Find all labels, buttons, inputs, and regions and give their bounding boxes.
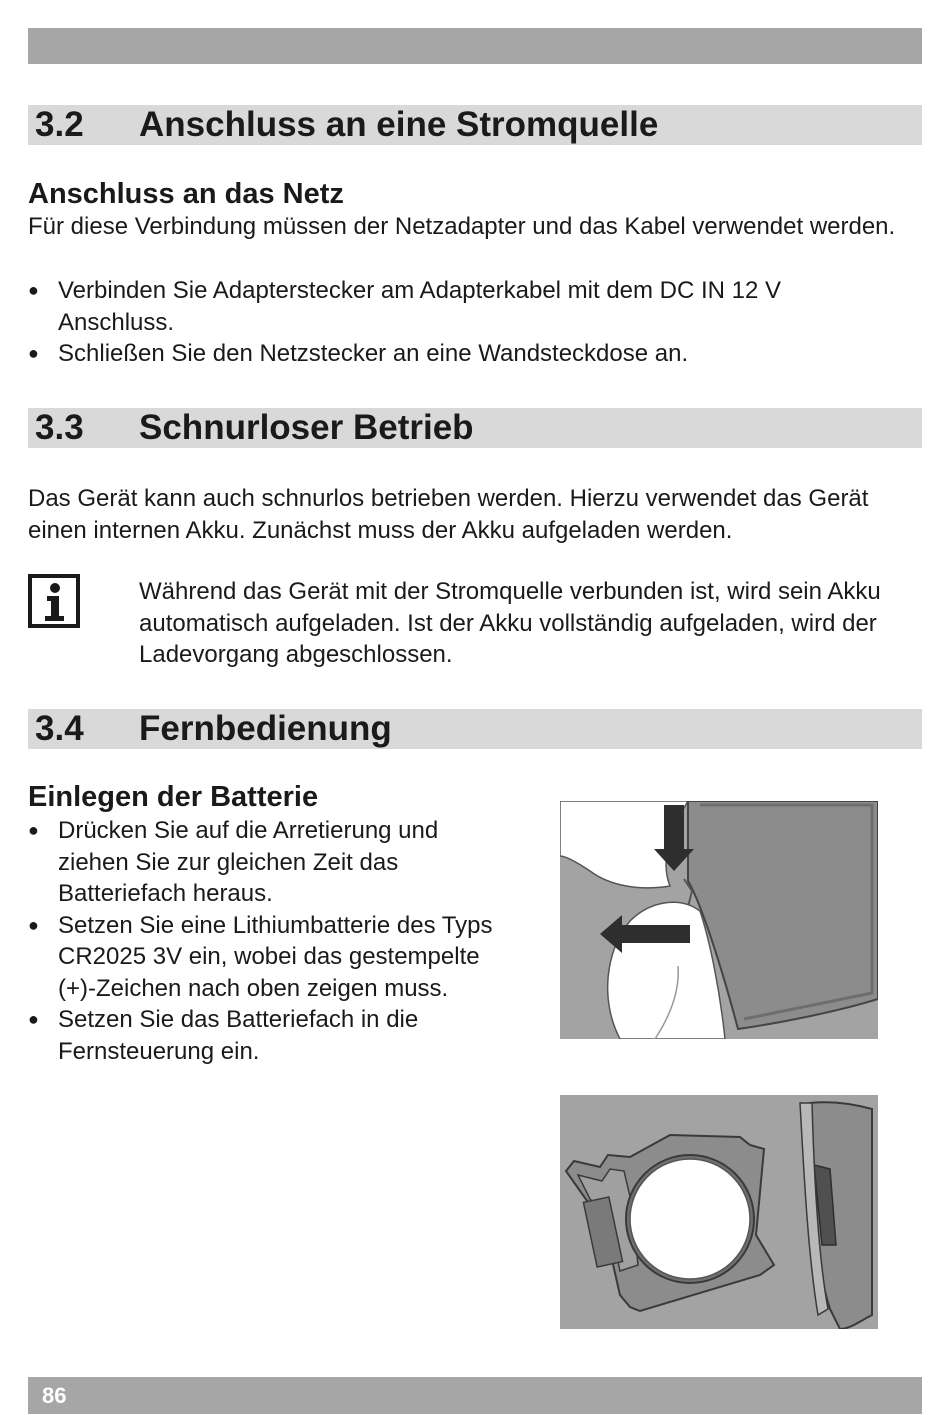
list-item: ● Verbinden Sie Adapterstecker am Adapterkabel mit dem DC IN 12 V Anschluss. — [28, 277, 782, 336]
bullet-icon: ● — [28, 1009, 39, 1029]
paragraph-cordless: Das Gerät kann auch schnurlos betrieben werden. Hierzu verwendet das Gerät einen internen Akku. Zunächst muss der Akku aufgeladen werden. — [28, 485, 869, 544]
section-number: 3.2 — [35, 105, 84, 144]
paragraph-netz-intro: Für diese Verbindung müssen der Netzadapter und das Kabel verwendet werden. — [28, 213, 896, 240]
subheading-netz: Anschluss an das Netz — [28, 178, 344, 210]
battery-tray-illustration — [560, 1095, 878, 1329]
list-item: ● Setzen Sie das Batteriefach in die Fernsteuerung ein. — [28, 1006, 419, 1065]
page-number: 86 — [42, 1383, 67, 1408]
bullet-icon: ● — [28, 820, 39, 840]
info-icon — [28, 574, 80, 628]
subheading-battery: Einlegen der Batterie — [28, 781, 319, 813]
section-heading-3-3 — [28, 408, 922, 448]
section-heading-3-2 — [28, 105, 922, 145]
bullet-list-netz — [28, 275, 888, 370]
section-number: 3.3 — [35, 408, 84, 447]
section-title: Schnurloser Betrieb — [139, 408, 474, 447]
battery-tray-removal-illustration — [560, 801, 878, 1039]
bullet-icon: ● — [28, 280, 39, 300]
list-item: ● Setzen Sie eine Lithiumbatterie des Typs CR2025 3V ein, wobei das gestempelte (+)-Zeichen nach oben zeigen muss. — [28, 911, 493, 1002]
bullet-icon: ● — [28, 343, 39, 363]
header-bar — [28, 28, 922, 64]
section-heading-3-4 — [28, 709, 922, 749]
list-item: ● Schließen Sie den Netzstecker an eine Wandsteckdose an. — [28, 338, 888, 370]
bullet-icon: ● — [28, 914, 39, 935]
footer-bar — [28, 1377, 922, 1414]
section-title: Anschluss an eine Stromquelle — [139, 105, 659, 144]
section-number: 3.4 — [35, 709, 84, 748]
info-note: Während das Gerät mit der Stromquelle verbunden ist, wird sein Akku automatisch aufgeladen. Ist der Akku vollständig aufgeladen, wird der Ladevorgang abgeschlossen. — [139, 578, 881, 668]
bullet-list-battery — [28, 815, 508, 1067]
list-item: ● Drücken Sie auf die Arretierung und ziehen Sie zur gleichen Zeit das Batteriefach heraus. — [28, 817, 439, 907]
section-title: Fernbedienung — [139, 709, 392, 748]
